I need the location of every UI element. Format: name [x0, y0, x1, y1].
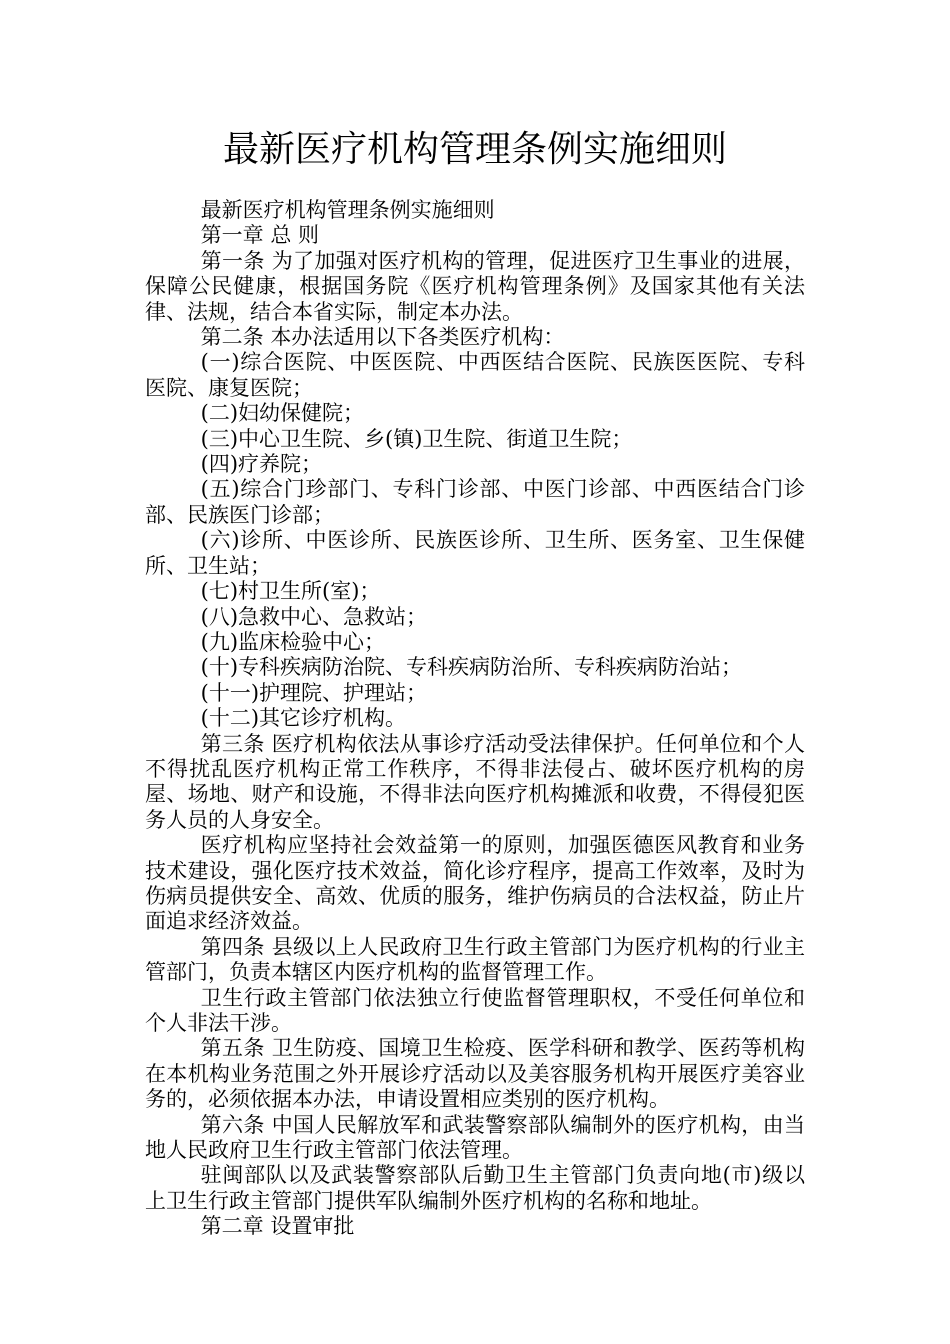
paragraph: (八)急救中心、急救站；: [200, 604, 428, 629]
paragraph: (四)疗养院；: [200, 452, 323, 477]
paragraph: (六)诊所、中医诊所、民族医诊所、卫生所、医务室、卫生保健所、卫生站；: [145, 528, 805, 578]
paragraph: 最新医疗机构管理条例实施细则: [200, 198, 495, 222]
paragraph: 第一章 总 则: [200, 223, 319, 248]
paragraph: 驻闽部队以及武装警察部队后勤卫生主管部门负责向地(市)级以上卫生行政主管部门提供军队编制外医疗机构的名称和地址。: [145, 1163, 805, 1213]
paragraph: 卫生行政主管部门依法独立行使监督管理职权，不受任何单位和个人非法干涉。: [145, 985, 805, 1035]
paragraph: (九)监床检验中心；: [200, 629, 386, 654]
paragraph: 第三条 医疗机构依法从事诊疗活动受法律保护。任何单位和个人不得扰乱医疗机构正常工作秩序，不得非法侵占、破坏医疗机构的房屋、场地、财产和设施，不得非法向医疗机构摊派和收费，不得侵犯医务人员的人身安全。: [145, 731, 805, 832]
paragraph: 第二章 设置审批: [200, 1214, 355, 1239]
paragraph: (十一)护理院、护理站；: [200, 680, 428, 705]
paragraph: (一)综合医院、中医医院、中西医结合医院、民族医医院、专科医院、康复医院；: [145, 350, 805, 400]
document-body: [145, 198, 805, 1240]
paragraph: (十二)其它诊疗机构。: [200, 706, 407, 731]
document-title: 最新医疗机构管理条例实施细则: [222, 129, 727, 170]
paragraph: 第六条 中国人民解放军和武装警察部队编制外的医疗机构，由当地人民政府卫生行政主管部门依法管理。: [145, 1112, 805, 1163]
paragraph: (二)妇幼保健院；: [200, 401, 365, 426]
paragraph: (三)中心卫生院、乡(镇)卫生院、街道卫生院；: [200, 426, 633, 451]
paragraph: 第二条 本办法适用以下各类医疗机构：: [200, 325, 565, 350]
paragraph: 医疗机构应坚持社会效益第一的原则，加强医德医风教育和业务技术建设，强化医疗技术效益，简化诊疗程序，提高工作效率，及时为伤病员提供安全、高效、优质的服务，维护伤病员的合法权益，防止片面追求经济效益。: [145, 833, 805, 934]
paragraph: 第五条 卫生防疫、国境卫生检疫、医学科研和教学、医药等机构在本机构业务范围之外开展诊疗活动以及美容服务机构开展医疗美容业务的，必须依据本办法，申请设置相应类别的医疗机构。: [145, 1036, 805, 1112]
paragraph: (五)综合门珍部门、专科门诊部、中医门诊部、中西医结合门诊部、民族医门诊部；: [145, 477, 805, 527]
paragraph: (七)村卫生所(室)；: [200, 579, 381, 604]
paragraph: (十)专科疾病防治院、专科疾病防治所、专科疾病防治站；: [200, 655, 743, 680]
paragraph: 第四条 县级以上人民政府卫生行政主管部门为医疗机构的行业主管部门，负责本辖区内医疗机构的监督管理工作。: [145, 934, 805, 985]
paragraph: 第一条 为了加强对医疗机构的管理，促进医疗卫生事业的进展，保障公民健康，根据国务院《医疗机构管理条例》及国家其他有关法律、法规，结合本省实际，制定本办法。: [145, 248, 805, 324]
